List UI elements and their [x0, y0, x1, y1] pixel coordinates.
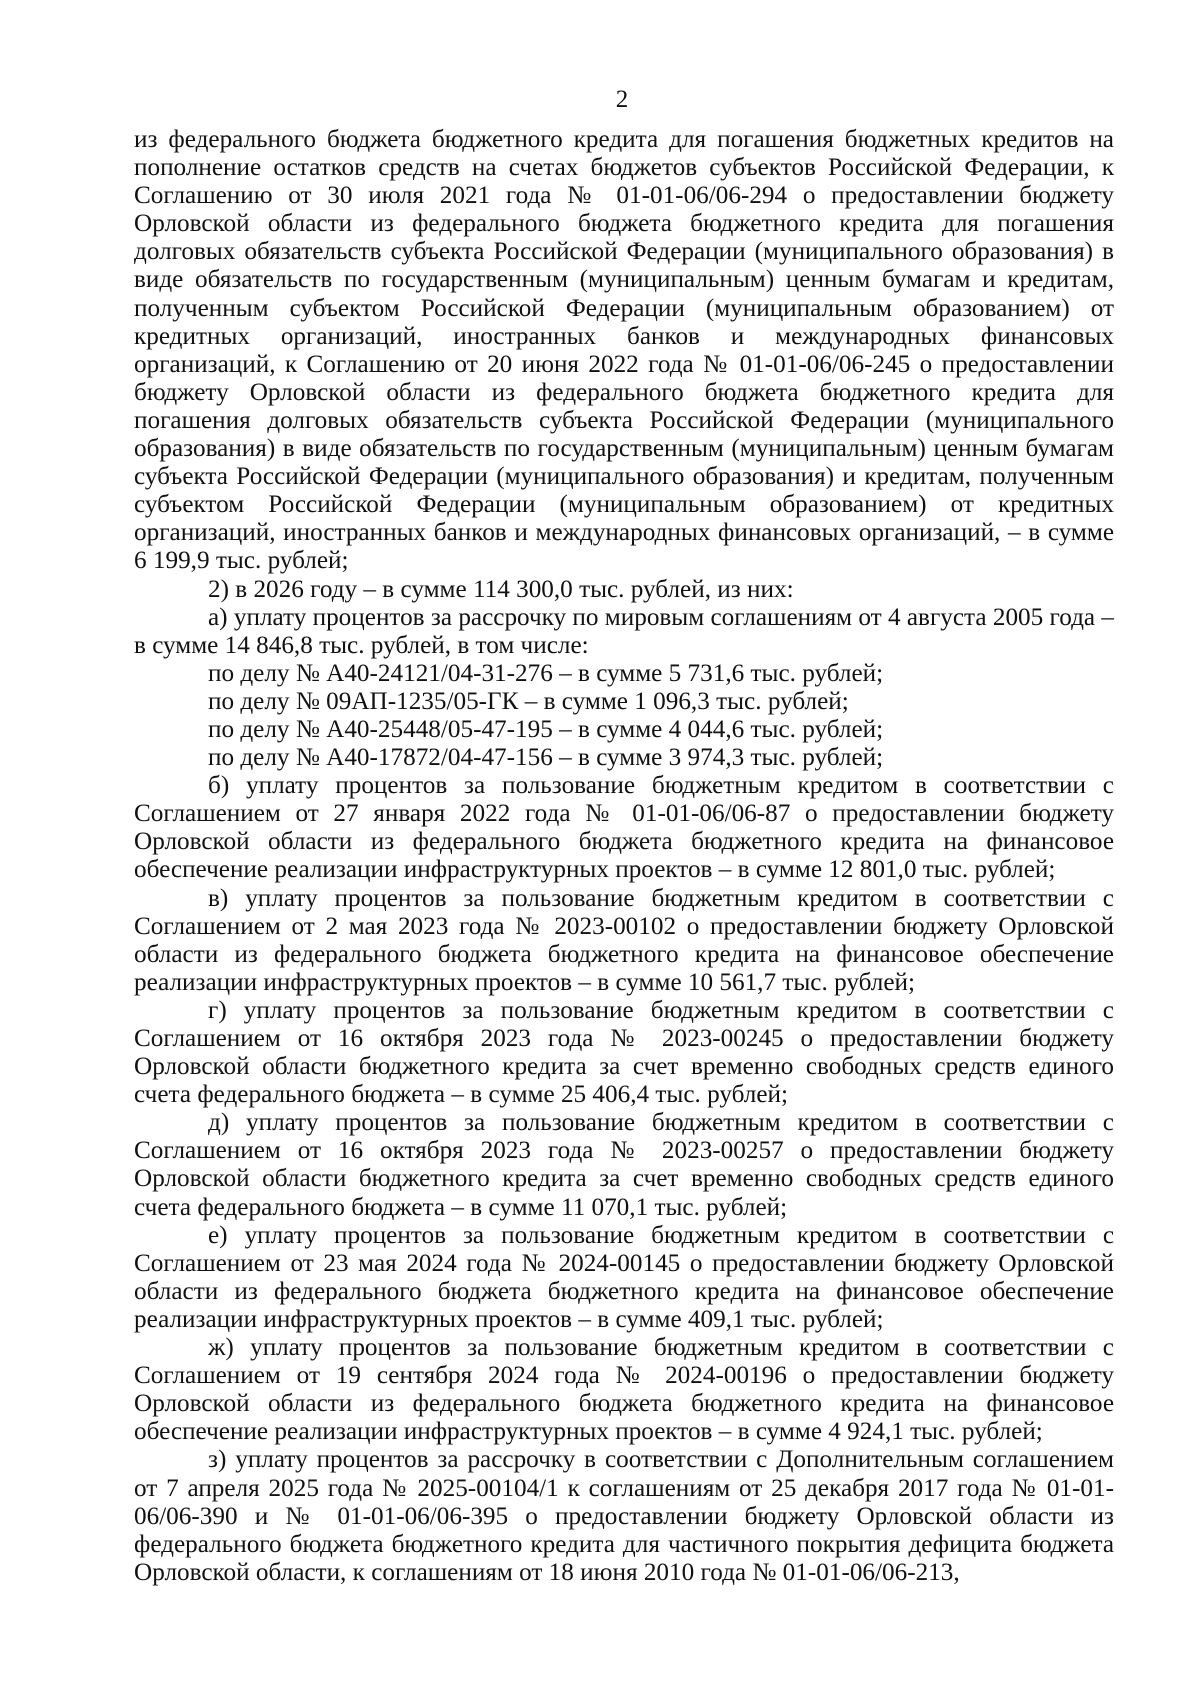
- page-number: 2: [615, 86, 629, 113]
- paragraph-year-2026: 2) в 2026 году – в сумме 114 300,0 тыс. рублей, из них:: [208, 575, 794, 603]
- case-line-1: по делу № А40-24121/04-31-276 – в сумме 5 731,6 тыс. рублей;: [208, 659, 884, 687]
- case-line-2: по делу № 09АП-1235/05-ГК – в сумме 1 096,3 тыс. рублей;: [208, 687, 849, 715]
- document-body: [134, 126, 1114, 1587]
- paragraph-item-z: з) уплату процентов за рассрочку в соответствии с Дополнительным соглашением от 7 апреля 2025 года № 2025-00104/1 к соглашениям от 25 декабря 2017 года № 01-01-06/06-390 и № 01-01-06/06-395 о предоставлении бюджету Орловской области из федерального бюджета бюджетного кредита для частичного покрытия дефицита бюджета Орловской области, к соглашениям от 18 июня 2010 года № 01-01-06/06-213,: [134, 1446, 1114, 1586]
- paragraph-item-zh: ж) уплату процентов за пользование бюджетным кредитом в соответствии с Соглашением от 19 сентября 2024 года № 2024-00196 о предоставлении бюджету Орловской области из федерального бюджета бюджетного кредита на финансовое обеспечение реализации инфраструктурных проектов – в сумме 4 924,1 тыс. рублей;: [134, 1334, 1114, 1446]
- paragraph-item-g: г) уплату процентов за пользование бюджетным кредитом в соответствии с Соглашением от 16 октября 2023 года № 2023-00245 о предоставлении бюджету Орловской области бюджетного кредита за счет временно свободных средств единого счета федерального бюджета – в сумме 25 406,4 тыс. рублей;: [134, 996, 1114, 1109]
- paragraph-item-e: е) уплату процентов за пользование бюджетным кредитом в соответствии с Соглашением от 23 мая 2024 года № 2024-00145 о предоставлении бюджету Орловской области из федерального бюджета бюджетного кредита на финансовое обеспечение реализации инфраструктурных проектов – в сумме 409,1 тыс. рублей;: [134, 1221, 1114, 1333]
- case-line-3: по делу № А40-25448/05-47-195 – в сумме 4 044,6 тыс. рублей;: [208, 715, 884, 743]
- paragraph-item-a: а) уплату процентов за рассрочку по мировым соглашениям от 4 августа 2005 года – в сумме 14 846,8 тыс. рублей, в том числе:: [134, 603, 1114, 659]
- paragraph-item-v: в) уплату процентов за пользование бюджетным кредитом в соответствии с Соглашением от 2 мая 2023 года № 2023-00102 о предоставлении бюджету Орловской области из федерального бюджета бюджетного кредита на финансовое обеспечение реализации инфраструктурных проектов – в сумме 10 561,7 тыс. рублей;: [134, 884, 1114, 996]
- paragraph-continuation: из федерального бюджета бюджетного кредита для погашения бюджетных кредитов на пополнение остатков средств на счетах бюджетов субъектов Российской Федерации, к Соглашению от 30 июля 2021 года № 01-01-06/06-294 о предоставлении бюджету Орловской области из федерального бюджета бюджетного кредита для погашения долговых обязательств субъекта Российской Федерации (муниципального образования) в виде обязательств по государственным (муниципальным) ценным бумагам и кредитам, полученным субъектом Российской Федерации (муниципальным образованием) от кредитных организаций, иностранных банков и международных финансовых организаций, к Соглашению от 20 июня 2022 года № 01-01-06/06-245 о предоставлении бюджету Орловской области из федерального бюджета бюджетного кредита для погашения долговых обязательств субъекта Российской Федерации (муниципального образования) в виде обязательств по государственным (муниципальным) ценным бумагам субъекта Российской Федерации (муниципального образования) и кредитам, полученным субъектом Российской Федерации (муниципальным образованием) от кредитных организаций, иностранных банков и международных финансовых организаций, – в сумме 6 199,9 тыс. рублей;: [134, 126, 1114, 575]
- paragraph-item-b: б) уплату процентов за пользование бюджетным кредитом в соответствии с Соглашением от 27 января 2022 года № 01-01-06/06-87 о предоставлении бюджету Орловской области из федерального бюджета бюджетного кредита на финансовое обеспечение реализации инфраструктурных проектов – в сумме 12 801,0 тыс. рублей;: [134, 772, 1114, 884]
- paragraph-item-d: д) уплату процентов за пользование бюджетным кредитом в соответствии с Соглашением от 16 октября 2023 года № 2023-00257 о предоставлении бюджету Орловской области бюджетного кредита за счет временно свободных средств единого счета федерального бюджета – в сумме 11 070,1 тыс. рублей;: [134, 1109, 1114, 1221]
- case-line-4: по делу № А40-17872/04-47-156 – в сумме 3 974,3 тыс. рублей;: [208, 744, 884, 772]
